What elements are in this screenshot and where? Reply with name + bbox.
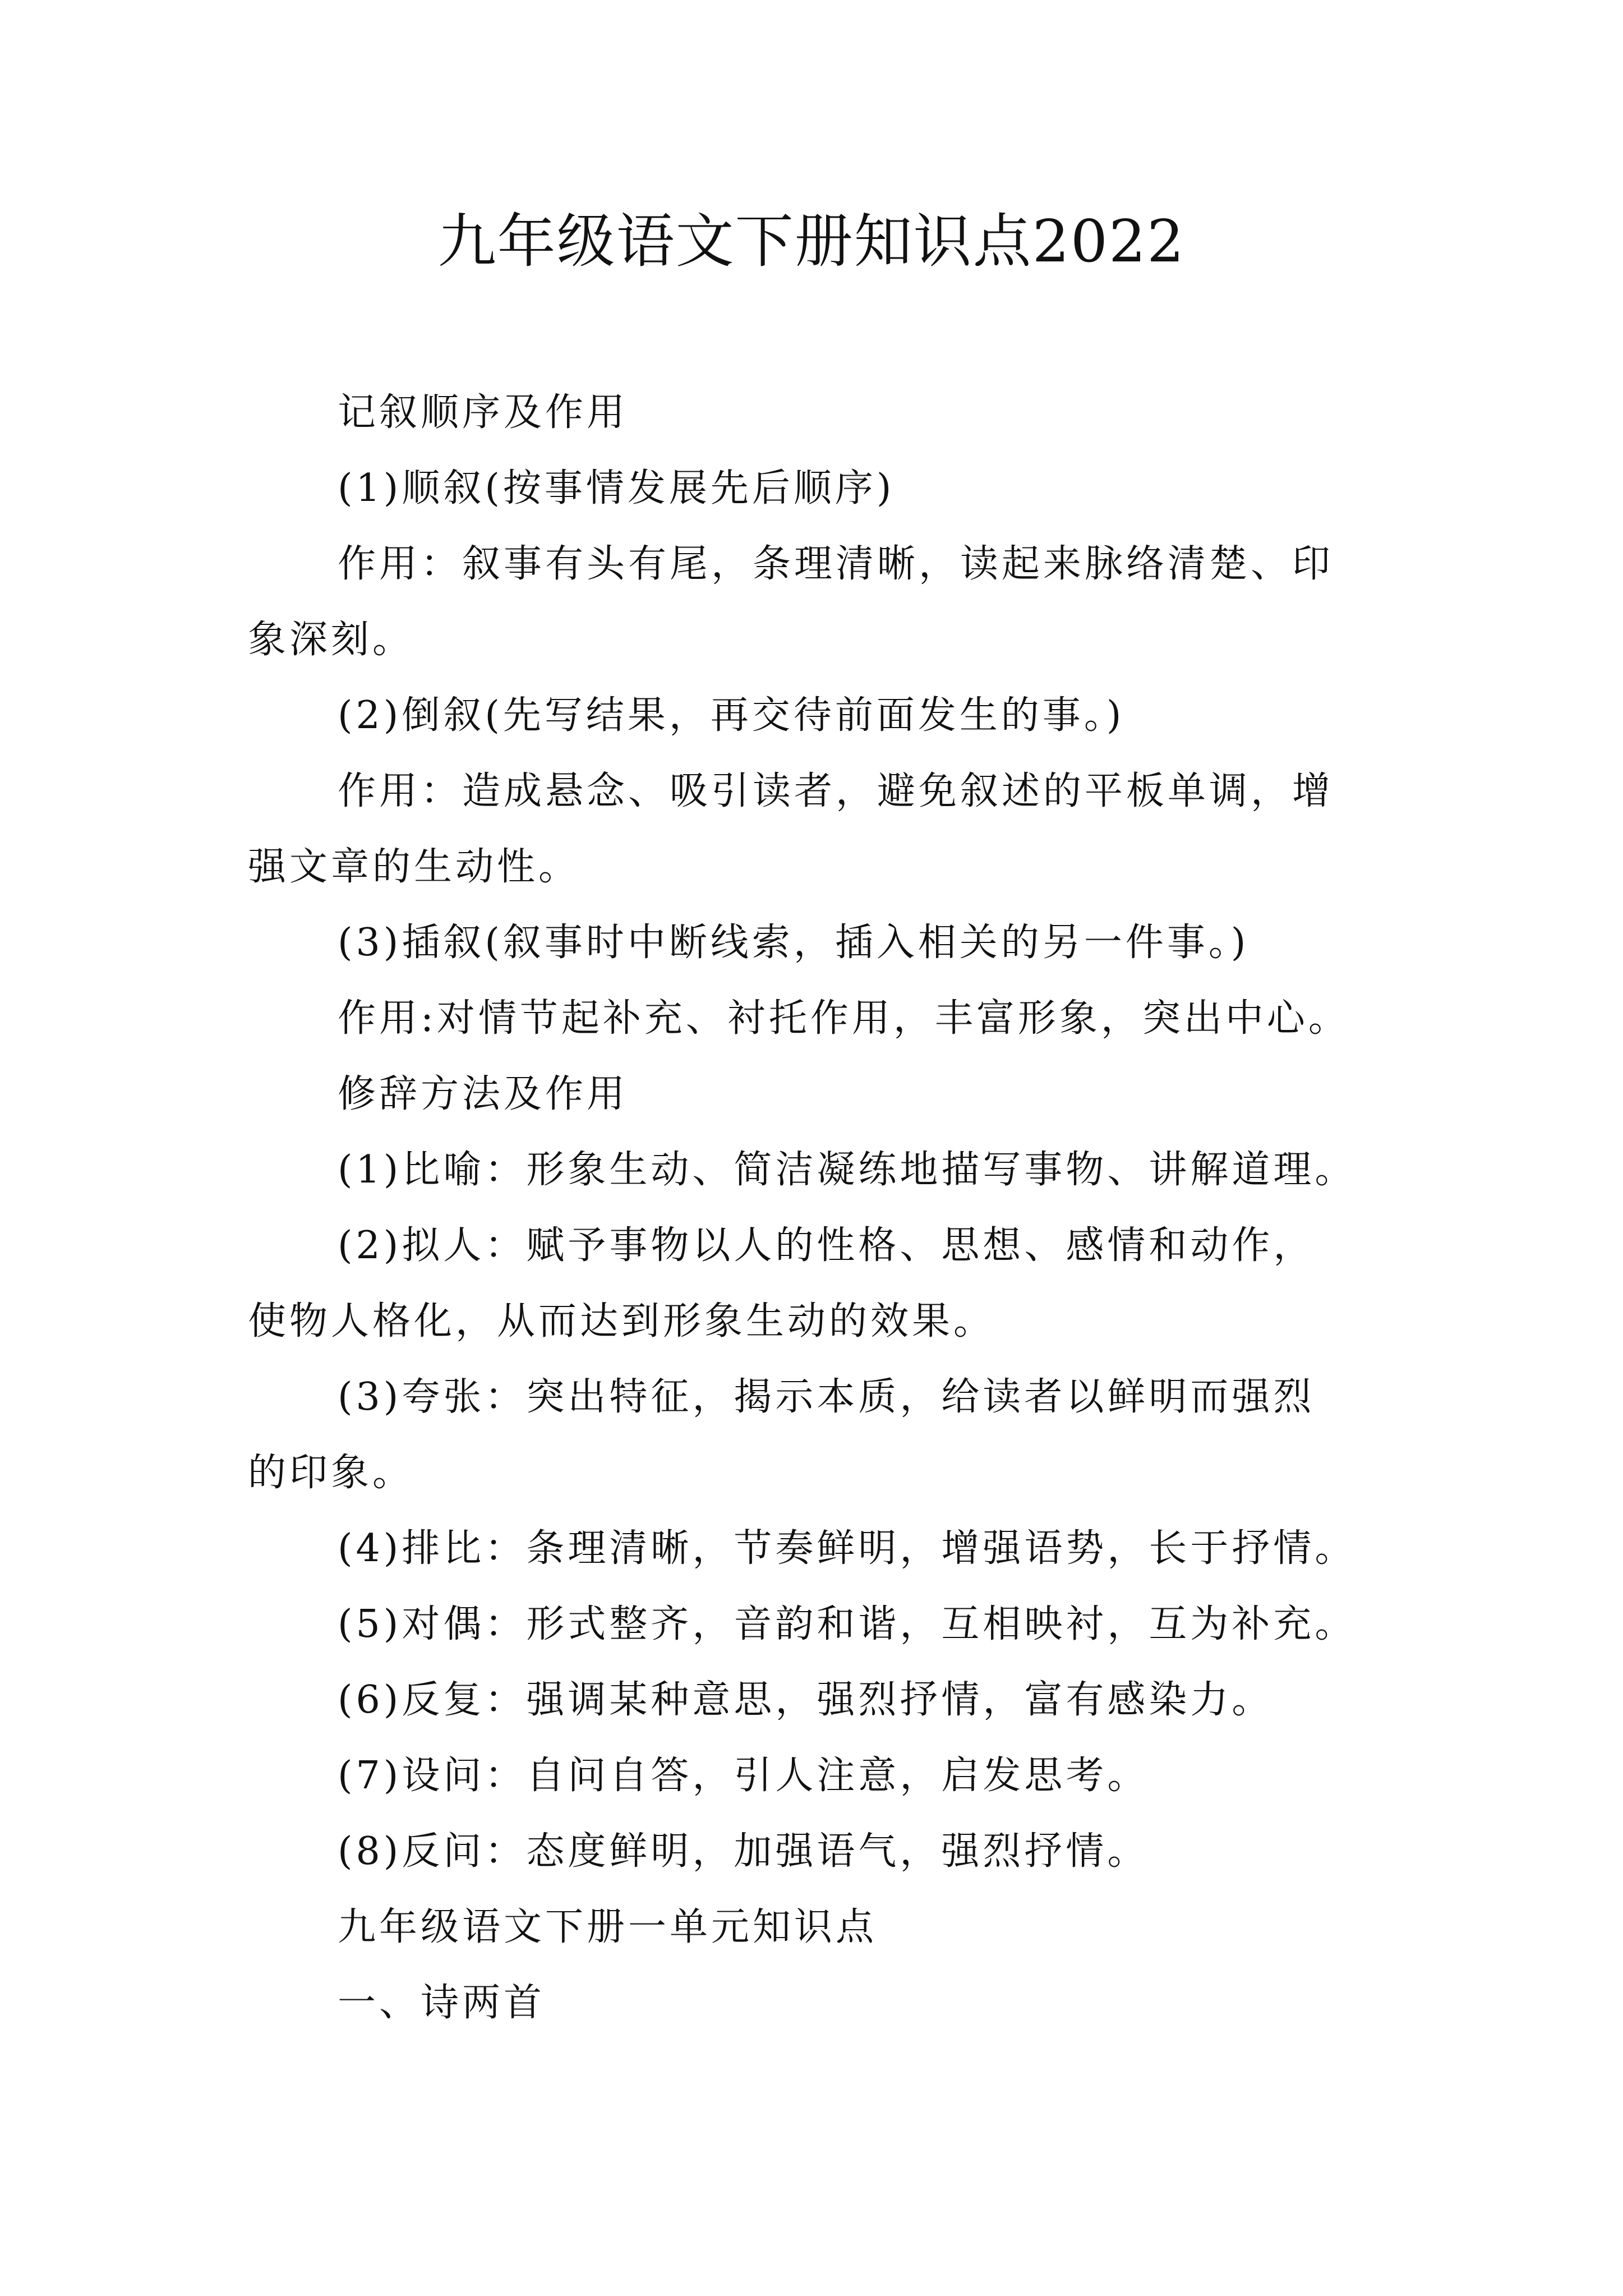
- text-line: (1)比喻：形象生动、简洁凝练地描写事物、讲解道理。: [338, 1148, 1357, 1192]
- text-line: 使物人格化，从而达到形象生动的效果。: [248, 1299, 995, 1343]
- document-body: [248, 375, 1426, 2041]
- text-line: 记叙顺序及作用: [338, 390, 629, 435]
- text-line: (4)排比：条理清晰，节奏鲜明，增强语势，长于抒情。: [338, 1526, 1357, 1571]
- text-line: 的印象。: [248, 1451, 414, 1495]
- section-heading: 九年级语文下册一单元知识点: [338, 1905, 878, 1949]
- text-line: 象深刻。: [248, 618, 414, 662]
- text-line: 作用:对情节起补充、衬托作用，丰富形象，突出中心。: [338, 996, 1350, 1041]
- text-line: (2)拟人：赋予事物以人的性格、思想、感情和动作，: [338, 1223, 1315, 1268]
- text-line: (3)夸张：突出特征，揭示本质，给读者以鲜明而强烈: [338, 1375, 1315, 1419]
- document-title: 九年级语文下册知识点2022: [437, 207, 1186, 275]
- section-heading: 修辞方法及作用: [338, 1072, 629, 1116]
- text-line: (8)反问：态度鲜明，加强语气，强烈抒情。: [338, 1829, 1149, 1874]
- text-line: 强文章的生动性。: [248, 845, 580, 889]
- text-line: (5)对偶：形式整齐，音韵和谐，互相映衬，互为补充。: [338, 1602, 1357, 1646]
- text-line: (6)反复：强调某种意思，强烈抒情，富有感染力。: [338, 1678, 1274, 1722]
- text-line: (1)顺叙(按事情发展先后顺序): [338, 466, 895, 510]
- text-line: 作用：叙事有头有尾，条理清晰，读起来脉络清楚、印: [338, 542, 1334, 586]
- text-line: (7)设问：自问自答，引人注意，启发思考。: [338, 1754, 1149, 1798]
- section-heading: 一、诗两首: [338, 1981, 546, 2025]
- text-line: 作用：造成悬念、吸引读者，避免叙述的平板单调，增: [338, 769, 1334, 813]
- text-line: (3)插叙(叙事时中断线索，插入相关的另一件事。): [338, 921, 1249, 965]
- text-line: (2)倒叙(先写结果，再交待前面发生的事。): [338, 693, 1125, 738]
